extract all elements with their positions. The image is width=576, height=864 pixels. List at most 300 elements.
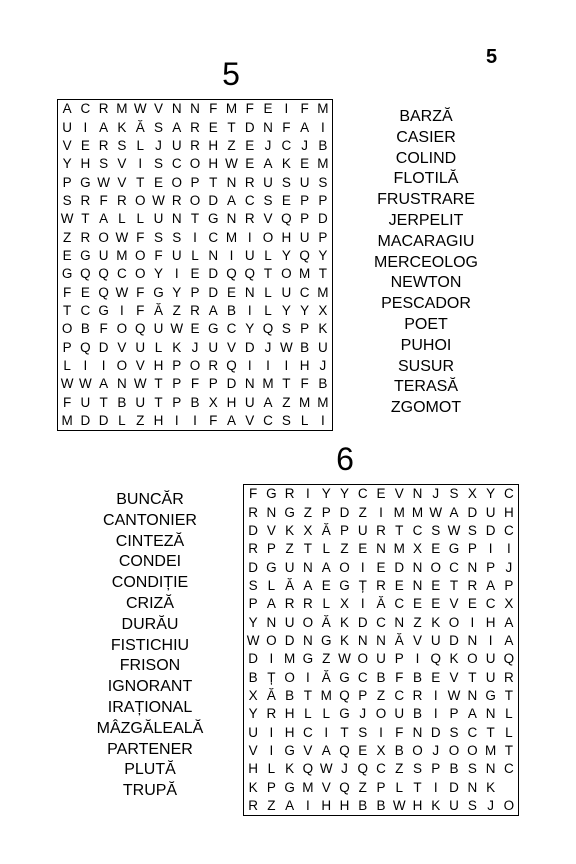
grid-letter: A xyxy=(208,303,218,319)
grid-letter: E xyxy=(431,578,441,594)
puzzle-5-title: 5 xyxy=(222,56,240,92)
grid-letter: X xyxy=(208,394,218,410)
grid-letter: R xyxy=(171,193,182,209)
grid-letter: Z xyxy=(413,614,422,630)
grid-letter: F xyxy=(300,376,309,392)
grid-letter: H xyxy=(284,706,295,722)
puzzle-5-grid xyxy=(57,99,333,431)
grid-letter: C xyxy=(303,724,313,740)
grid-letter: S xyxy=(281,321,291,337)
grid-letter: K xyxy=(248,779,258,795)
grid-letter: Z xyxy=(358,779,367,795)
grid-letter: O xyxy=(448,743,460,759)
grid-letter: P xyxy=(248,596,258,612)
grid-letter: L xyxy=(136,138,144,154)
grid-letter: O xyxy=(467,743,478,759)
grid-letter: P xyxy=(318,229,328,245)
grid-letter: J xyxy=(359,706,367,722)
grid-letter: R xyxy=(266,706,277,722)
grid-letter: X xyxy=(318,303,328,319)
grid-letter: R xyxy=(98,138,109,154)
grid-letter: R xyxy=(412,688,423,704)
grid-letter: Z xyxy=(395,761,404,777)
word-list-item: CRIZĂ xyxy=(126,594,174,612)
grid-letter: G xyxy=(448,541,460,557)
grid-letter: P xyxy=(321,504,331,520)
grid-letter: H xyxy=(153,413,164,429)
grid-letter: R xyxy=(244,211,255,227)
grid-letter: I xyxy=(101,358,106,374)
grid-letter: R xyxy=(98,101,109,117)
grid-letter: N xyxy=(226,211,237,227)
grid-letter: W xyxy=(115,229,129,245)
grid-letter: D xyxy=(449,779,459,795)
grid-letter: A xyxy=(300,119,310,135)
grid-letter: Q xyxy=(430,651,442,667)
grid-letter: Y xyxy=(245,321,255,337)
grid-letter: P xyxy=(62,339,72,355)
grid-letter: I xyxy=(433,688,438,704)
grid-letter: U xyxy=(244,248,255,264)
grid-letter: O xyxy=(281,266,292,282)
grid-letter: N xyxy=(171,211,182,227)
grid-letter: Y xyxy=(486,486,496,502)
grid-letter: S xyxy=(153,119,163,135)
grid-letter: Y xyxy=(300,303,310,319)
grid-letter: L xyxy=(264,284,272,300)
grid-letter: V xyxy=(227,339,237,355)
grid-letter: I xyxy=(415,651,420,667)
grid-letter: C xyxy=(171,156,182,172)
grid-letter: R xyxy=(190,138,200,154)
word-list-item: FRISON xyxy=(119,657,181,675)
grid-letter: T xyxy=(486,724,495,740)
grid-letter: Q xyxy=(80,266,91,282)
grid-letter: T xyxy=(81,211,90,227)
grid-letter: E xyxy=(80,138,90,154)
grid-letter: M xyxy=(411,504,424,520)
grid-letter: L xyxy=(505,724,513,740)
grid-letter: Z xyxy=(267,798,276,814)
grid-letter: A xyxy=(172,119,182,135)
grid-letter: H xyxy=(208,156,219,172)
grid-letter: O xyxy=(171,174,182,190)
grid-letter: T xyxy=(303,541,313,557)
grid-letter: C xyxy=(394,688,405,704)
grid-letter: C xyxy=(208,229,219,245)
grid-letter: B xyxy=(318,376,328,392)
grid-letter: U xyxy=(153,211,164,227)
grid-letter: A xyxy=(263,156,273,172)
grid-letter: Q xyxy=(98,284,109,300)
grid-letter: I xyxy=(488,633,493,649)
grid-letter: V xyxy=(135,358,145,374)
grid-letter: I xyxy=(433,779,438,795)
grid-letter: B xyxy=(318,138,328,154)
grid-letter: J xyxy=(264,339,272,355)
grid-letter: Z xyxy=(285,541,294,557)
word-list-item: MERCEOLOG xyxy=(373,253,478,271)
grid-letter: P xyxy=(266,779,276,795)
grid-letter: E xyxy=(190,321,200,337)
grid-letter: B xyxy=(80,321,90,337)
word-list-item: PLUTĂ xyxy=(124,761,176,779)
grid-letter: R xyxy=(284,596,295,612)
grid-letter: F xyxy=(63,394,72,410)
grid-letter: Z xyxy=(227,138,236,154)
grid-letter: D xyxy=(339,504,350,520)
grid-letter: R xyxy=(80,193,91,209)
grid-letter: W xyxy=(392,798,406,814)
grid-letter: R xyxy=(376,578,386,594)
grid-letter: O xyxy=(430,559,442,575)
grid-letter: V xyxy=(449,669,459,685)
grid-letter: U xyxy=(263,174,273,190)
grid-letter: P xyxy=(449,706,459,722)
grid-letter: A xyxy=(62,101,72,117)
grid-letter: I xyxy=(266,358,270,374)
grid-letter: O xyxy=(262,229,274,245)
grid-letter: H xyxy=(412,798,423,814)
grid-letter: S xyxy=(62,193,72,209)
grid-letter: I xyxy=(506,541,511,557)
puzzle-6-grid xyxy=(243,484,519,816)
grid-letter: A xyxy=(227,413,237,429)
word-list-item: COLIND xyxy=(395,149,457,167)
grid-letter: N xyxy=(266,504,277,520)
grid-letter: U xyxy=(135,394,146,410)
grid-letter: U xyxy=(299,229,310,245)
grid-letter: O xyxy=(339,559,350,575)
grid-letter: D xyxy=(248,559,258,575)
word-list-item: CINTEZĂ xyxy=(115,532,185,550)
grid-letter: G xyxy=(208,211,219,227)
grid-letter: K xyxy=(449,651,459,667)
grid-letter: P xyxy=(318,193,328,209)
grid-letter: M xyxy=(393,541,405,557)
grid-letter: E xyxy=(80,284,90,300)
grid-letter: C xyxy=(503,486,514,502)
word-list-item: IRAȚIONAL xyxy=(107,698,193,716)
grid-letter: I xyxy=(320,413,325,429)
grid-letter: E xyxy=(62,248,72,264)
grid-letter: Ț xyxy=(358,578,367,594)
word-list-item: ZGOMOT xyxy=(390,399,462,417)
grid-letter: E xyxy=(153,174,163,190)
grid-letter: I xyxy=(247,358,252,374)
grid-letter: M xyxy=(298,394,311,410)
grid-letter: N xyxy=(485,706,496,722)
word-list-item: PESCADOR xyxy=(381,295,471,313)
grid-letter: X xyxy=(303,523,313,539)
grid-letter: X xyxy=(248,688,258,704)
grid-letter: I xyxy=(269,651,274,667)
grid-letter: X xyxy=(504,596,514,612)
grid-letter: R xyxy=(208,358,219,374)
grid-letter: M xyxy=(262,376,274,392)
grid-letter: V xyxy=(321,779,331,795)
grid-letter: V xyxy=(245,413,255,429)
grid-letter: X xyxy=(467,486,477,502)
grid-letter: M xyxy=(225,229,238,245)
word-list-item: FISTICHIU xyxy=(110,636,190,654)
grid-letter: F xyxy=(395,669,404,685)
grid-letter: Q xyxy=(244,266,256,282)
grid-letter: R xyxy=(190,303,200,319)
grid-letter: U xyxy=(248,724,258,740)
puzzle-6-title: 6 xyxy=(336,441,354,477)
grid-letter: L xyxy=(118,211,126,227)
grid-letter: O xyxy=(134,266,146,282)
grid-letter: L xyxy=(505,706,513,722)
grid-letter: V xyxy=(303,743,313,759)
grid-letter: R xyxy=(303,596,313,612)
grid-letter: U xyxy=(394,706,405,722)
grid-letter: V xyxy=(117,156,127,172)
grid-letter: H xyxy=(503,504,514,520)
grid-letter: A xyxy=(486,578,496,594)
grid-letter: H xyxy=(281,229,292,245)
grid-letter: E xyxy=(321,578,331,594)
grid-letter: I xyxy=(193,413,197,429)
grid-letter: P xyxy=(376,779,386,795)
grid-letter: P xyxy=(190,174,200,190)
grid-letter: Q xyxy=(226,358,237,374)
grid-letter: D xyxy=(98,339,109,355)
grid-letter: C xyxy=(394,596,405,612)
grid-letter: V xyxy=(449,596,459,612)
grid-letter: M xyxy=(317,394,329,410)
grid-letter: T xyxy=(303,688,313,704)
grid-letter: K xyxy=(285,523,295,539)
grid-letter: W xyxy=(447,523,461,539)
grid-letter: D xyxy=(317,211,328,227)
grid-letter: S xyxy=(449,486,459,502)
grid-letter: U xyxy=(485,504,496,520)
grid-letter: C xyxy=(281,138,292,154)
grid-letter: C xyxy=(467,724,478,740)
grid-letter: P xyxy=(467,541,477,557)
grid-letter: S xyxy=(281,413,291,429)
grid-letter: Y xyxy=(321,486,331,502)
grid-letter: T xyxy=(318,266,327,282)
grid-letter: D xyxy=(80,413,91,429)
grid-letter: N xyxy=(303,633,313,649)
grid-letter: B xyxy=(285,688,295,704)
grid-letter: V xyxy=(117,339,127,355)
grid-letter: J xyxy=(432,743,440,759)
grid-letter: R xyxy=(80,229,91,245)
grid-letter: U xyxy=(171,248,182,264)
grid-letter: D xyxy=(430,724,441,740)
page-number: 5 xyxy=(486,46,498,68)
word-list-item: BARZĂ xyxy=(399,108,453,125)
grid-letter: I xyxy=(284,101,289,117)
grid-letter: C xyxy=(117,266,127,282)
grid-letter: D xyxy=(226,376,237,392)
grid-letter: Ă xyxy=(153,303,163,319)
grid-letter: N xyxy=(357,633,368,649)
grid-letter: O xyxy=(189,358,201,374)
grid-letter: O xyxy=(357,651,368,667)
grid-letter: A xyxy=(321,743,331,759)
grid-letter: E xyxy=(281,193,291,209)
grid-letter: T xyxy=(449,578,459,594)
grid-letter: U xyxy=(430,633,441,649)
grid-letter: W xyxy=(97,174,111,190)
grid-letter: G xyxy=(339,578,350,594)
grid-letter: L xyxy=(395,779,404,795)
grid-letter: N xyxy=(244,284,255,300)
grid-letter: W xyxy=(133,376,147,392)
word-list-item: TERASĂ xyxy=(393,378,458,396)
grid-letter: O xyxy=(375,706,387,722)
grid-letter: T xyxy=(263,266,273,282)
grid-letter: L xyxy=(322,541,330,557)
grid-letter: I xyxy=(120,303,124,319)
grid-letter: W xyxy=(338,651,351,667)
grid-letter: K xyxy=(318,321,328,337)
grid-letter: W xyxy=(319,761,333,777)
grid-letter: J xyxy=(432,486,440,502)
grid-letter: F xyxy=(209,413,218,429)
grid-letter: P xyxy=(62,174,72,190)
grid-letter: F xyxy=(282,119,291,135)
grid-letter: P xyxy=(190,284,200,300)
grid-letter: E xyxy=(376,486,386,502)
grid-letter: R xyxy=(248,504,258,520)
grid-letter: Q xyxy=(357,761,368,777)
grid-letter: A xyxy=(285,798,295,814)
grid-letter: Z xyxy=(136,413,145,429)
grid-letter: D xyxy=(244,339,255,355)
grid-letter: U xyxy=(284,559,295,575)
grid-letter: U xyxy=(208,339,219,355)
grid-letter: Ă xyxy=(321,669,331,685)
grid-letter: S xyxy=(153,156,163,172)
grid-letter: V xyxy=(62,138,72,154)
grid-letter: L xyxy=(264,248,272,264)
grid-letter: W xyxy=(115,284,129,300)
grid-letter: Q xyxy=(80,339,91,355)
word-list-item: CASIER xyxy=(396,128,456,146)
grid-letter: C xyxy=(449,559,459,575)
grid-letter: L xyxy=(304,706,312,722)
grid-letter: Ă xyxy=(321,614,331,630)
grid-letter: S xyxy=(153,229,163,245)
grid-letter: U xyxy=(62,119,72,135)
grid-letter: L xyxy=(136,211,144,227)
grid-letter: P xyxy=(358,688,368,704)
grid-letter: N xyxy=(467,633,478,649)
grid-letter: N xyxy=(266,614,277,630)
grid-letter: A xyxy=(266,596,276,612)
grid-letter: W xyxy=(133,101,147,117)
grid-letter: T xyxy=(395,523,404,539)
grid-letter: G xyxy=(266,486,277,502)
grid-letter: O xyxy=(302,614,314,630)
grid-letter: F xyxy=(63,284,72,300)
grid-letter: S xyxy=(431,523,441,539)
grid-letter: V xyxy=(153,101,163,117)
grid-letter: Q xyxy=(299,248,310,264)
grid-letter: T xyxy=(227,119,236,135)
grid-letter: H xyxy=(284,724,295,740)
grid-letter: I xyxy=(360,559,365,575)
grid-letter: X xyxy=(413,541,423,557)
word-list-item: NEWTON xyxy=(390,274,462,292)
grid-letter: S xyxy=(281,174,291,190)
grid-letter: E xyxy=(431,669,441,685)
grid-letter: A xyxy=(504,633,514,649)
grid-letter: A xyxy=(99,211,109,227)
grid-letter: R xyxy=(117,193,127,209)
grid-letter: E xyxy=(358,743,368,759)
grid-letter: O xyxy=(116,321,128,337)
grid-letter: T xyxy=(282,376,291,392)
grid-letter: M xyxy=(317,156,329,172)
grid-letter: N xyxy=(376,541,386,557)
grid-letter: U xyxy=(284,614,295,630)
grid-letter: P xyxy=(394,651,404,667)
grid-letter: V xyxy=(266,523,276,539)
grid-letter: Z xyxy=(376,688,386,704)
grid-letter: U xyxy=(485,651,496,667)
grid-letter: B xyxy=(358,798,368,814)
grid-letter: Q xyxy=(339,688,350,704)
grid-letter: P xyxy=(431,761,441,777)
word-list-item: CANTONIER xyxy=(103,511,197,529)
grid-letter: L xyxy=(322,596,330,612)
grid-letter: N xyxy=(412,486,423,502)
grid-letter: W xyxy=(447,688,461,704)
word-list-item: MACARAGIU xyxy=(377,232,475,250)
grid-letter: G xyxy=(153,284,164,300)
word-list-item: CONDIȚIE xyxy=(111,574,189,592)
grid-letter: I xyxy=(174,413,179,429)
grid-letter: O xyxy=(503,798,515,814)
grid-letter: Z xyxy=(303,504,313,520)
grid-letter: H xyxy=(299,358,310,374)
grid-letter: K xyxy=(431,614,441,630)
grid-letter: Z xyxy=(340,541,349,557)
grid-letter: D xyxy=(248,651,258,667)
grid-letter: Q xyxy=(503,651,515,667)
grid-letter: T xyxy=(154,376,163,392)
grid-letter: Y xyxy=(339,486,349,502)
grid-letter: U xyxy=(281,284,292,300)
grid-letter: W xyxy=(152,193,165,209)
grid-letter: I xyxy=(433,706,438,722)
grid-letter: O xyxy=(284,669,295,685)
grid-letter: M xyxy=(320,688,332,704)
grid-letter: Ă xyxy=(285,578,295,594)
grid-letter: F xyxy=(99,193,108,209)
grid-letter: I xyxy=(379,504,383,520)
grid-letter: Y xyxy=(248,614,258,630)
grid-letter: N xyxy=(467,688,478,704)
grid-letter: L xyxy=(322,706,330,722)
grid-letter: J xyxy=(505,559,513,575)
grid-letter: R xyxy=(244,174,255,190)
grid-letter: B xyxy=(190,394,200,410)
grid-letter: I xyxy=(320,119,325,135)
grid-letter: D xyxy=(394,559,405,575)
grid-letter: S xyxy=(248,578,258,594)
grid-letter: G xyxy=(339,669,350,685)
grid-letter: P xyxy=(300,193,310,209)
grid-letter: N xyxy=(244,376,255,392)
